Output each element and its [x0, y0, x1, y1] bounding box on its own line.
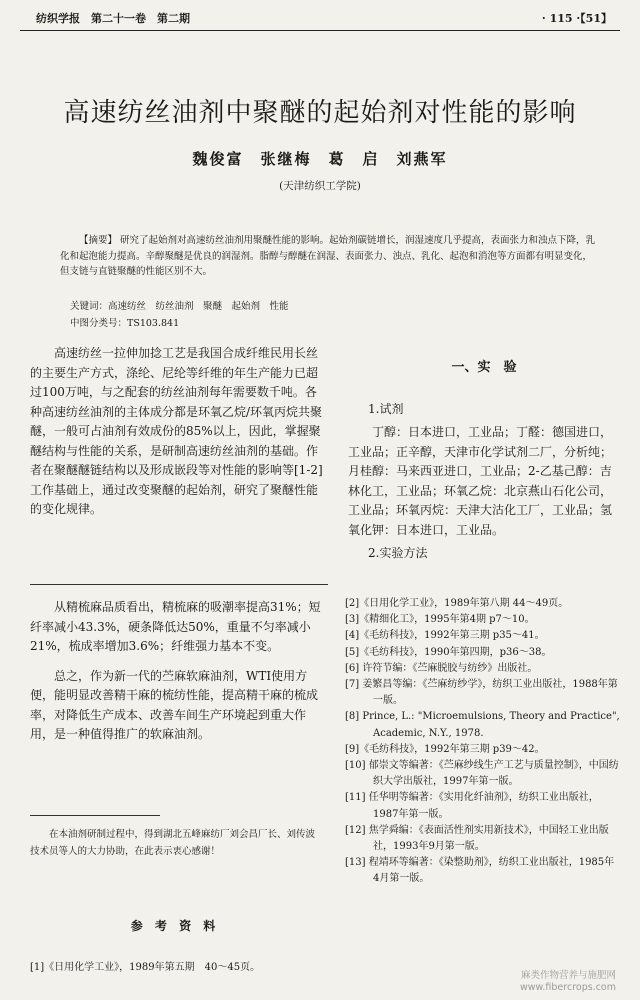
reference-item: [2]《日用化学工业》，1989年第八期 44～49页。 [345, 598, 569, 609]
references-heading: 参 考 资 料 [130, 919, 220, 933]
intro-column [30, 344, 328, 520]
authors: 魏俊富 张继梅 葛 启 刘燕军 [192, 150, 448, 168]
affiliation: (天津纺织工学院) [279, 180, 361, 192]
section-divider [30, 584, 328, 585]
experiment-column [348, 352, 620, 568]
reference-item: [4]《毛纺科技》，1992年第三期 p35～41。 [345, 630, 545, 642]
reagents-heading: 1.试剂 [368, 401, 404, 416]
previous-article-text [30, 598, 328, 745]
acknowledgement: 在本油剂研制过程中，得到湖北五峰麻纺厂刘会昌厂长、刘传波技术员等人的大力协助，在此表示衷心感谢！ [30, 829, 316, 857]
journal-header: 纺织学报 第二十一卷 第二期 [36, 12, 190, 25]
intro-paragraph: 高速纺丝一拉伸加捻工艺是我国合成纤维民用长丝的主要生产方式，涤纶、尼纶等纤维的年生产能力已超过100万吨，与之配套的纺丝油剂每年需要数千吨。各种高速纺丝油剂的主体成分都是环氧乙烷/环氧丙烷共聚醚，一般可占油剂有效成份的85%以上，因此，掌握聚醚结构与性能的关系，是研制高速纺丝油剂的基础。作者在聚醚醚链结构以及形成嵌段等对性能的影响等[1-2]工作基础上，通过改变聚醚的起始剂，研究了聚醚性能的变化规律。 [30, 346, 323, 516]
reference-item: [10] 郁崇文等编著：《苎麻纱线生产工艺与质量控制》，中国纺织大学出版社，1997年第一版。 [345, 760, 619, 788]
page-number: · 115 ·【51】 [541, 12, 612, 25]
reference-list [345, 596, 620, 888]
watermark [520, 970, 616, 994]
abstract: 【摘要】 研究了起始剂对高速纺丝油剂用聚醚性能的影响。起始剂碳链增长，润湿速度几乎提高，表面张力和浊点下降，乳化和起泡能力提高。辛醇聚醚是优良的润湿剂。脂醇与醇醚在润湿、表面张力、浊点、乳化、起泡和消泡等方面都有明显变化，但支链与直链聚醚的性能区别不大。 [60, 235, 596, 277]
experiment-heading: 一、实 验 [451, 360, 517, 375]
classification-number: 中图分类号：TS103.841 [70, 318, 180, 329]
result-paragraph: 从精梳麻品质看出，精梳麻的吸潮率提高31%；短纤率减小43.3%，硬条降低达50%，重量不匀率减小21%，梳成率增加3.6%；纤维强力基本不变。 [30, 600, 321, 653]
reference-item: [13] 程靖环等编著：《染整助剂》，纺织工业出版社，1985年4月第一版。 [345, 857, 615, 885]
reference-item: [5]《毛纺科技》，1990年第四期，p36～38。 [345, 646, 552, 658]
header-rule [20, 30, 620, 31]
paper-title: 高速纺丝油剂中聚醚的起始剂对性能的影响 [63, 98, 577, 128]
watermark-name: 麻类作物营养与施肥网 [520, 970, 616, 981]
reference-item: [11] 任华明等编著：《实用化纤油剂》，纺织工业出版社，1987年第一版。 [345, 792, 599, 820]
conclusion-paragraph: 总之，作为新一代的苎麻软麻油剂，WTI使用方便，能明显改善精干麻的梳纺性能，提高精干麻的梳成率，对降低生产成本、改善车间生产环境起到重大作用，是一种值得推广的软麻油剂。 [30, 668, 319, 741]
methods-heading: 2.实验方法 [368, 546, 428, 560]
reference-item: [8] Prince, L.: "Microemulsions, Theory and Practice", Academic, N.Y., 1978. [345, 711, 620, 739]
reference-item: [1]《日用化学工业》，1989年第五期 40～45页。 [30, 962, 261, 973]
reference-item: [9]《毛纺科技》，1992年第三期 p39～42。 [345, 743, 545, 755]
reference-item: [7] 姜繁昌等编：《苎麻纺纱学》，纺织工业出版社，1988年第一版。 [345, 679, 618, 707]
reference-item: [12] 焦学舜编：《表面活性剂实用新技术》，中国轻工业出版社，1993年9月第一版。 [345, 824, 609, 853]
footnote-rule [30, 815, 160, 816]
keywords: 关键词：高速纺丝 纺丝油剂 聚醚 起始剂 性能 [70, 301, 289, 312]
reference-item: [6] 许符节编：《苎麻脱胶与纺纱》出版社。 [345, 662, 538, 674]
watermark-url: www.fibercrops.com [519, 982, 616, 993]
reference-item: [3]《精细化工》，1995年第4期 p7～10。 [345, 614, 535, 626]
reagents-paragraph: 丁醇：日本进口，工业品；丁醛：德国进口，工业品；正辛醇，天津市化学试剂二厂，分析纯；月桂醇：马来西亚进口，工业品；2-乙基己醇：吉林化工，工业品；环氧乙烷：北京燕山石化公司，工业品；环氧丙烷：天津大沽化工厂，工业品；氢氧化钾：日本进口，工业品。 [348, 425, 613, 537]
